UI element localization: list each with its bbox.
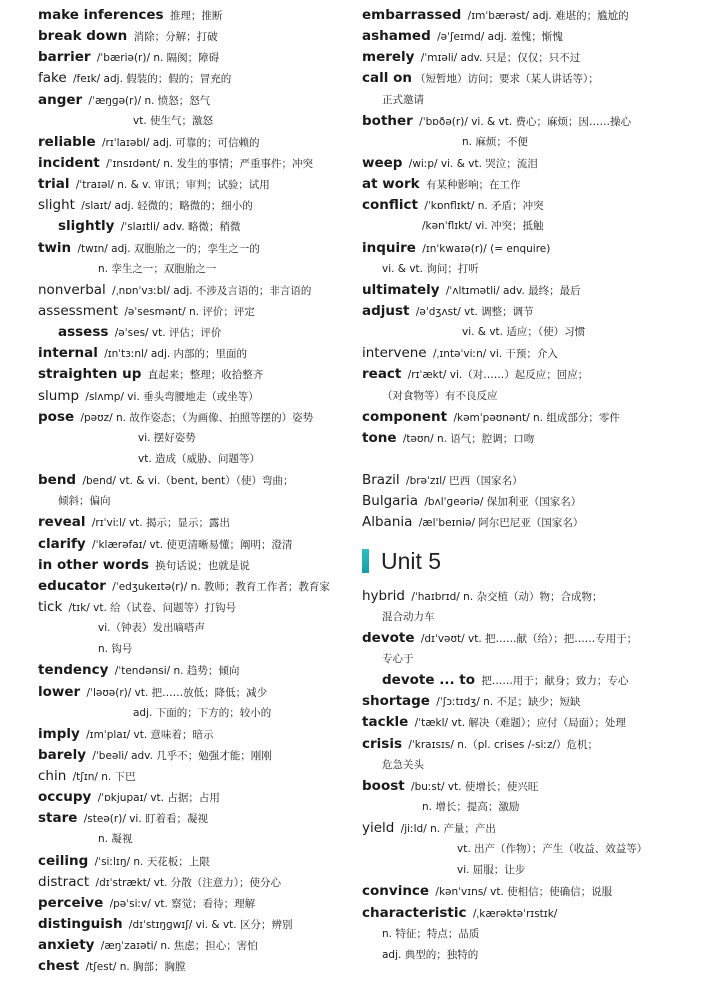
definition: n. 特征；特点；品质 xyxy=(382,927,480,940)
headword: straighten up xyxy=(38,366,142,383)
vocab-entry xyxy=(38,956,348,977)
definition: /wiːp/ vi. & vt. 哭泣；流泪 xyxy=(405,157,538,170)
vocab-entry xyxy=(362,586,692,607)
definition: /tɪk/ vt. 给（试卷、问题等）打钩号 xyxy=(65,601,237,614)
vocab-entry-continuation xyxy=(362,90,692,111)
definition: n. 钩号 xyxy=(98,643,133,656)
vocab-entry xyxy=(38,5,348,26)
vocab-entry xyxy=(362,407,692,428)
definition: /æŋˈzaɪəti/ n. 焦虑；担心；害怕 xyxy=(97,940,258,953)
vocab-entry xyxy=(362,691,692,712)
definition: /dɪˈstɪŋɡwɪʃ/ vi. & vt. 区分；辨别 xyxy=(125,919,293,932)
headword: tendency xyxy=(38,662,109,679)
vocab-entry xyxy=(362,5,692,26)
headword: make inferences xyxy=(38,7,164,23)
vocab-entry xyxy=(38,174,348,195)
headword: intervene xyxy=(362,345,427,362)
headword: hybrid xyxy=(362,587,405,604)
vocab-entry xyxy=(38,766,348,787)
headword: anxiety xyxy=(38,937,95,954)
definition: /pəˈsiːv/ vt. 察觉；看待；理解 xyxy=(106,897,256,910)
vocab-entry-continuation xyxy=(38,259,348,280)
vocab-entry xyxy=(38,322,348,343)
vocab-entry xyxy=(362,428,692,449)
definition: n. 凝视 xyxy=(98,833,133,846)
definition: /dɪˈstrækt/ vt. 分散（注意力）；使分心 xyxy=(92,876,282,889)
definition: /təʊn/ n. 语气；腔调；口吻 xyxy=(399,432,535,445)
definition: /pəʊz/ n. 故作姿态；（为画像、拍照等摆的）姿势 xyxy=(77,411,314,424)
unit-marker-bar xyxy=(362,549,369,573)
headword: clarify xyxy=(38,535,86,552)
vocab-entry xyxy=(362,881,692,902)
headword: weep xyxy=(362,154,403,171)
definition: 混合动力车 xyxy=(382,610,435,623)
definition: 消除；分解；打破 xyxy=(130,31,218,44)
vocab-entry xyxy=(38,597,348,618)
definition: /ɪnˈtɜːnl/ adj. 内部的；里面的 xyxy=(100,348,248,361)
headword: distract xyxy=(38,873,90,890)
vocab-entry xyxy=(38,893,348,914)
definition: /ˈbɒðə(r)/ vi. & vt. 费心；麻烦；因……操心 xyxy=(415,115,632,128)
vocab-entry xyxy=(362,26,692,47)
definition: /kənˈvɪns/ vt. 使相信；使确信；说服 xyxy=(432,886,613,899)
vocab-entry-continuation xyxy=(38,829,348,850)
vocab-entry xyxy=(38,724,348,745)
headword: stare xyxy=(38,810,78,827)
vocab-entry-continuation xyxy=(362,322,692,343)
vocab-entry-continuation xyxy=(38,111,348,132)
vocab-entry xyxy=(362,47,692,68)
vocab-entry xyxy=(362,712,692,733)
headword: educator xyxy=(38,577,106,594)
definition: 直起来；整理；收拾整齐 xyxy=(144,369,264,382)
definition: /əˈdʒʌst/ vt. 调整；调节 xyxy=(412,305,534,318)
definition: vi.（钟表）发出嘀嗒声 xyxy=(98,622,205,635)
vocab-entry-continuation xyxy=(362,839,692,860)
definition: 倾斜；偏向 xyxy=(58,495,111,508)
vocab-entry-continuation xyxy=(362,755,692,776)
definition: /rɪˈækt/ vi.（对……）起反应；回应； xyxy=(404,369,589,382)
definition: /ˈtendənsi/ n. 趋势；倾向 xyxy=(111,665,240,678)
vocab-entry xyxy=(38,132,348,153)
vocab-entry-continuation xyxy=(362,386,692,407)
definition: /əˈʃeɪmd/ adj. 羞愧；惭愧 xyxy=(433,31,563,44)
vocab-entry-continuation xyxy=(38,491,348,512)
vocab-entry xyxy=(38,555,348,576)
definition: /ˈbæriə(r)/ n. 隔阂；障碍 xyxy=(93,52,220,65)
definition: /ˈɒkjupaɪ/ vt. 占据；占用 xyxy=(94,792,220,805)
definition: /əˈses/ vt. 评估；评价 xyxy=(111,327,222,340)
vocab-entry xyxy=(38,534,348,555)
definition: /ˌnɒnˈvɜːbl/ adj. 不涉及言语的；非言语的 xyxy=(108,284,312,297)
headword: perceive xyxy=(38,894,104,911)
headword: pose xyxy=(38,408,75,425)
vocab-entry xyxy=(38,153,348,174)
definition: /ˈedʒukeɪtə(r)/ n. 教师；教育工作者；教育家 xyxy=(108,580,330,593)
headword: ceiling xyxy=(38,852,89,869)
definition: 正式邀请 xyxy=(382,93,424,106)
headword: barely xyxy=(38,746,87,763)
headword: devote xyxy=(362,629,415,646)
definition: 危急关头 xyxy=(382,758,424,771)
vocab-entry xyxy=(38,343,348,364)
vocab-entry xyxy=(38,935,348,956)
definition: 专心于 xyxy=(382,652,414,665)
vocab-entry xyxy=(362,153,692,174)
definition: /dɪˈvəʊt/ vt. 把……献（给）；把……专用于； xyxy=(417,632,638,645)
definition: /jiːld/ n. 产量；产出 xyxy=(397,823,496,836)
definition: n. 增长；提高；激励 xyxy=(422,800,520,813)
definition: /ˈɪnsɪdənt/ n. 发生的事情；严重事件；冲突 xyxy=(102,157,314,170)
vocab-entry-continuation xyxy=(38,428,348,449)
definition: /ɪmˈbærəst/ adj. 难堪的；尴尬的 xyxy=(464,10,629,22)
headword: conflict xyxy=(362,197,418,214)
headword: crisis xyxy=(362,735,402,752)
vocab-entry xyxy=(38,872,348,893)
vocab-entry xyxy=(38,660,348,681)
definition: n. 孪生之一；双胞胎之一 xyxy=(98,262,217,275)
vocab-entry-continuation xyxy=(362,649,692,670)
definition: /ˈhaɪbrɪd/ n. 杂交植（动）物；合成物； xyxy=(408,590,603,603)
vocab-entry xyxy=(362,776,692,797)
definition: /əˈsesmənt/ n. 评价；评定 xyxy=(121,305,255,318)
definition: /bend/ vt. & vi.（bent, bent）（使）弯曲； xyxy=(79,475,294,488)
headword: slightly xyxy=(58,218,115,235)
definition: /ˈʃɔːtɪdʒ/ n. 不足；缺少；短缺 xyxy=(432,696,581,709)
headword: reveal xyxy=(38,514,86,531)
right-column-entries xyxy=(362,5,692,534)
headword: lower xyxy=(38,683,81,700)
headword: Brazil xyxy=(362,472,400,489)
vocab-entry-continuation xyxy=(362,797,692,818)
headword: incident xyxy=(38,154,100,171)
right-column xyxy=(362,5,692,966)
vocab-entry xyxy=(38,68,348,89)
vocab-entry-continuation xyxy=(362,132,692,153)
vocab-entry xyxy=(38,576,348,597)
vocab-entry xyxy=(362,111,692,132)
headword: imply xyxy=(38,725,80,742)
vocab-entry xyxy=(38,364,348,385)
definition: /kənˈflɪkt/ vi. 冲突；抵触 xyxy=(422,220,544,233)
definition: /ˈləʊə(r)/ vt. 把……放低；降低；减少 xyxy=(83,686,268,699)
headword: twin xyxy=(38,239,72,256)
vocab-entry-continuation xyxy=(362,860,692,881)
definition: 把……用于；献身；致力；专心 xyxy=(478,675,629,688)
vocab-entry xyxy=(362,818,692,839)
headword: distinguish xyxy=(38,916,123,933)
vocab-entry xyxy=(38,682,348,703)
vocab-entry-continuation xyxy=(362,216,692,237)
vocab-entry xyxy=(362,195,692,216)
headword: internal xyxy=(38,345,98,362)
vocab-entry xyxy=(38,407,348,428)
definition: vt. 造成（威胁、问题等） xyxy=(138,452,261,465)
headword: in other words xyxy=(38,556,149,573)
definition: /ˈbeəli/ adv. 几乎不；勉强才能；刚刚 xyxy=(89,749,272,762)
headword: chest xyxy=(38,958,80,975)
definition: （短暂地）访问；要求（某人讲话等）； xyxy=(414,73,599,86)
vocab-entry xyxy=(362,280,692,301)
headword: anger xyxy=(38,91,83,108)
definition: vi. & vt. 适应；（使）习惯 xyxy=(462,326,586,339)
definition: vi. 摆好姿势 xyxy=(138,431,196,444)
vocab-entry xyxy=(38,470,348,491)
definition: adj. 下面的；下方的；较小的 xyxy=(133,706,272,719)
vocab-entry xyxy=(362,68,692,89)
headword: assessment xyxy=(38,302,119,319)
vocab-entry xyxy=(38,301,348,322)
headword: shortage xyxy=(362,693,430,710)
definition: /ˈʌltɪmətli/ adv. 最终；最后 xyxy=(442,284,581,297)
vocab-entry xyxy=(38,238,348,259)
definition: /tʃɪn/ n. 下巴 xyxy=(69,771,136,784)
vocab-entry xyxy=(362,670,692,691)
vocab-entry xyxy=(38,90,348,111)
vocab-entry-continuation xyxy=(38,703,348,724)
vocab-entry-continuation xyxy=(38,618,348,639)
vocab-entry xyxy=(362,343,692,364)
vocab-entry-continuation xyxy=(362,945,692,966)
vocab-entry xyxy=(362,734,692,755)
definition: /tʃest/ n. 胸部；胸膛 xyxy=(82,961,186,974)
definition: /ˈklærəfaɪ/ vt. 使更清晰易懂；阐明；澄清 xyxy=(88,538,293,551)
definition: /ɪnˈkwaɪə(r)/ (= enquire) xyxy=(418,242,551,255)
definition: /ˌɪntəˈviːn/ vi. 干预；介入 xyxy=(429,348,558,361)
headword: devote ... to xyxy=(382,672,476,689)
vocab-entry xyxy=(362,238,692,259)
vocab-entry xyxy=(38,195,348,216)
definition: /brəˈzɪl/ 巴西（国家名） xyxy=(402,475,523,488)
definition: /buːst/ vt. 使增长；使兴旺 xyxy=(407,780,539,793)
vocab-entry xyxy=(38,216,348,237)
vocab-entry-continuation xyxy=(38,449,348,470)
definition: 推理；推断 xyxy=(166,10,223,22)
headword: ultimately xyxy=(362,281,440,298)
headword: tone xyxy=(362,429,397,446)
headword: barrier xyxy=(38,49,91,66)
vocab-entry-continuation xyxy=(362,259,692,280)
headword: fake xyxy=(38,70,67,87)
vocab-entry xyxy=(38,512,348,533)
definition: /ˈtraɪəl/ n. & v. 审讯；审判；试验；试用 xyxy=(72,179,270,192)
definition: /rɪˈlaɪəbl/ adj. 可靠的；可信赖的 xyxy=(98,136,260,149)
definition: vt. 使生气；激怒 xyxy=(133,114,214,127)
vocab-entry xyxy=(362,301,692,322)
headword: embarrassed xyxy=(362,7,462,23)
vocab-entry xyxy=(362,903,692,924)
headword: component xyxy=(362,408,448,425)
definition: vi. & vt. 询问；打听 xyxy=(382,262,479,275)
vocab-entry xyxy=(38,745,348,766)
headword: merely xyxy=(362,49,415,66)
definition: 有某种影响；在工作 xyxy=(422,179,521,192)
headword: slight xyxy=(38,197,75,214)
headword: adjust xyxy=(362,302,410,319)
headword: break down xyxy=(38,28,128,45)
definition: /steə(r)/ vi. 盯着看；凝视 xyxy=(80,813,208,826)
definition: /bʌlˈɡeəriə/ 保加利亚（国家名） xyxy=(420,496,582,509)
headword: Bulgaria xyxy=(362,493,418,510)
definition: /ˈtækl/ vt. 解决（难题）；应付（局面）；处理 xyxy=(411,717,626,730)
vocab-entry xyxy=(362,628,692,649)
vocab-entry xyxy=(38,851,348,872)
vocab-entry xyxy=(38,808,348,829)
vocab-entry-continuation xyxy=(362,924,692,945)
vocab-entry xyxy=(362,470,692,491)
headword: occupy xyxy=(38,789,92,806)
definition: （对食物等）有不良反应 xyxy=(382,389,498,402)
definition: /slaɪt/ adj. 轻微的；略微的；细小的 xyxy=(77,200,253,213)
definition: /ˈæŋɡə(r)/ n. 愤怒；怒气 xyxy=(85,94,211,107)
vocab-entry xyxy=(38,787,348,808)
headword: Albania xyxy=(362,514,413,531)
left-column xyxy=(38,5,348,977)
definition: 换句话说；也就是说 xyxy=(151,559,250,572)
vocab-entry xyxy=(38,386,348,407)
definition: adj. 典型的；独特的 xyxy=(382,948,479,961)
headword: bother xyxy=(362,112,413,129)
headword: convince xyxy=(362,883,430,900)
headword: react xyxy=(362,366,402,383)
headword: reliable xyxy=(38,133,96,150)
unit-heading xyxy=(362,540,692,582)
vocab-entry xyxy=(38,914,348,935)
vocab-entry xyxy=(362,364,692,385)
headword: chin xyxy=(38,768,67,785)
headword: trial xyxy=(38,176,70,193)
headword: nonverbal xyxy=(38,281,106,298)
headword: boost xyxy=(362,777,405,794)
headword: yield xyxy=(362,820,395,837)
headword: tick xyxy=(38,598,63,615)
definition: /twɪn/ adj. 双胞胎之一的；孪生之一的 xyxy=(74,242,260,255)
spacer xyxy=(362,449,692,470)
vocab-entry xyxy=(362,491,692,512)
definition: n. 麻烦；不便 xyxy=(462,135,528,148)
headword: call on xyxy=(362,70,412,87)
headword: tackle xyxy=(362,714,409,731)
definition: /slʌmp/ vi. 垂头弯腰地走（或坐等） xyxy=(82,390,259,403)
definition: /ˈkraɪsɪs/ n.（pl. crises /-siːz/）危机； xyxy=(405,738,599,751)
headword: assess xyxy=(58,324,109,341)
definition: /ˈslaɪtli/ adv. 略微；稍微 xyxy=(117,221,241,234)
definition: /ælˈbeɪniə/ 阿尔巴尼亚（国家名） xyxy=(415,517,584,530)
definition: /ˈkɒnflɪkt/ n. 矛盾；冲突 xyxy=(420,200,544,213)
definition: /ɪmˈplaɪ/ vt. 意味着；暗示 xyxy=(82,728,214,741)
definition: /kəmˈpəʊnənt/ n. 组成部分；零件 xyxy=(450,411,620,424)
definition: vt. 出产（作物）；产生（收益、效益等） xyxy=(457,843,648,856)
vocab-entry xyxy=(38,47,348,68)
definition: /feɪk/ adj. 假装的；假的；冒充的 xyxy=(69,73,232,86)
definition: /ˈsiːlɪŋ/ n. 天花板；上限 xyxy=(91,855,210,868)
headword: slump xyxy=(38,387,80,404)
definition: /rɪˈviːl/ vt. 揭示；显示；露出 xyxy=(88,517,230,530)
unit-5-entries xyxy=(362,586,692,967)
vocab-entry xyxy=(362,174,692,195)
vocab-entry-continuation xyxy=(362,607,692,628)
definition: /ˈmɪəli/ adv. 只是；仅仅；只不过 xyxy=(417,52,581,65)
definition: vi. 屈服；让步 xyxy=(457,864,526,877)
headword: ashamed xyxy=(362,28,431,45)
headword: at work xyxy=(362,176,420,193)
vocab-entry xyxy=(38,280,348,301)
headword: inquire xyxy=(362,239,416,256)
headword: characteristic xyxy=(362,904,467,921)
vocab-entry xyxy=(362,512,692,533)
vocab-entry-continuation xyxy=(38,639,348,660)
definition: /ˌkærəktəˈrɪstɪk/ xyxy=(469,907,558,920)
vocab-entry xyxy=(38,26,348,47)
unit-title: Unit 5 xyxy=(381,547,442,574)
headword: bend xyxy=(38,472,77,489)
